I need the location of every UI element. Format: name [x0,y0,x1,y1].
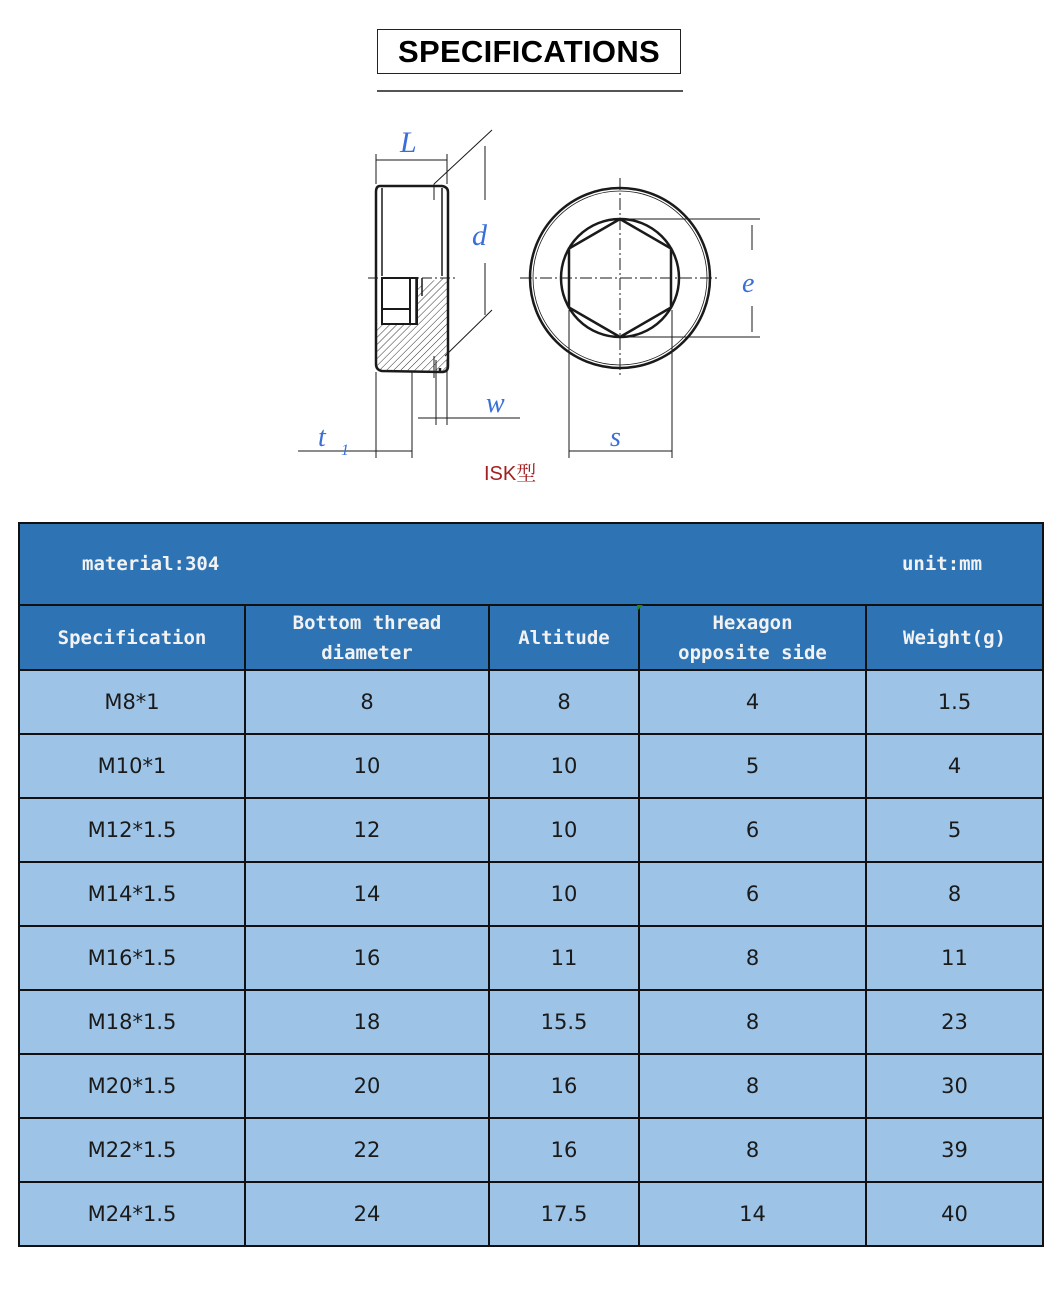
cell-altitude: 17.5 [489,1182,639,1246]
cell-weight: 4 [866,734,1043,798]
column-header-weight: Weight(g) [866,605,1043,670]
dim-label-w: w [486,388,505,419]
cell-specification: M16*1.5 [19,926,245,990]
cell-specification: M22*1.5 [19,1118,245,1182]
table-row [19,1054,1043,1118]
drawing-caption: ISK型 [484,463,537,485]
cell-bottom-thread-diameter: 24 [245,1182,489,1246]
cell-weight: 8 [866,862,1043,926]
dim-label-t1: t [318,422,326,453]
cell-weight: 5 [866,798,1043,862]
cell-bottom-thread-diameter: 18 [245,990,489,1054]
front-view [520,178,760,458]
dim-label-s: s [610,422,621,453]
cell-specification: M18*1.5 [19,990,245,1054]
cell-hexagon-opposite-side: 6 [639,862,866,926]
cell-hexagon-opposite-side: 8 [639,1054,866,1118]
spec-table [18,522,1044,1247]
cell-altitude: 15.5 [489,990,639,1054]
cell-bottom-thread-diameter: 12 [245,798,489,862]
cell-weight: 30 [866,1054,1043,1118]
cell-hexagon-opposite-side: 14 [639,1182,866,1246]
cell-altitude: 10 [489,862,639,926]
dim-label-t1-subscript: 1 [341,442,349,459]
cell-weight: 40 [866,1182,1043,1246]
cell-altitude: 16 [489,1054,639,1118]
title-underline [377,90,683,92]
material-label: material:304 [82,553,220,575]
cell-hexagon-opposite-side: 8 [639,926,866,990]
cell-hexagon-opposite-side: 5 [639,734,866,798]
cell-hexagon-opposite-side: 6 [639,798,866,862]
column-header-altitude: Altitude [489,605,639,670]
unit-label: unit:mm [901,553,983,575]
technical-drawing [290,120,770,490]
cell-weight: 23 [866,990,1043,1054]
cell-specification: M14*1.5 [19,862,245,926]
cell-bottom-thread-diameter: 10 [245,734,489,798]
cell-bottom-thread-diameter: 20 [245,1054,489,1118]
cell-hexagon-opposite-side: 8 [639,990,866,1054]
table-row [19,734,1043,798]
cell-bottom-thread-diameter: 16 [245,926,489,990]
cell-altitude: 16 [489,1118,639,1182]
cell-weight: 1.5 [866,670,1043,734]
cell-weight: 11 [866,926,1043,990]
cell-specification: M10*1 [19,734,245,798]
dim-label-e: e [742,268,755,299]
cell-weight: 39 [866,1118,1043,1182]
cell-altitude: 10 [489,734,639,798]
plug-drawing-svg [290,120,770,490]
page-title: SPECIFICATIONS [377,29,681,74]
table-meta-cell [19,523,1043,605]
cell-hexagon-opposite-side: 8 [639,1118,866,1182]
dim-label-L: L [400,126,417,159]
table-row [19,926,1043,990]
cell-altitude: 10 [489,798,639,862]
table-row [19,990,1043,1054]
cell-comment-marker [637,605,643,611]
column-header-specification: Specification [19,605,245,670]
cell-specification: M20*1.5 [19,1054,245,1118]
cell-specification: M12*1.5 [19,798,245,862]
cell-altitude: 11 [489,926,639,990]
cell-altitude: 8 [489,670,639,734]
column-header-hexagon-opposite-side: Hexagon opposite side [639,605,866,670]
column-header-bottom-thread-diameter: Bottom thread diameter [245,605,489,670]
cell-hexagon-opposite-side: 4 [639,670,866,734]
table-meta-row [19,523,1043,605]
cell-specification: M24*1.5 [19,1182,245,1246]
table-row [19,862,1043,926]
cell-bottom-thread-diameter: 14 [245,862,489,926]
cell-specification: M8*1 [19,670,245,734]
table-row [19,1182,1043,1246]
table-row [19,1118,1043,1182]
table-header-row [19,605,1043,670]
cell-bottom-thread-diameter: 22 [245,1118,489,1182]
table-row [19,670,1043,734]
dim-label-d: d [472,219,487,252]
cell-bottom-thread-diameter: 8 [245,670,489,734]
table-row [19,798,1043,862]
